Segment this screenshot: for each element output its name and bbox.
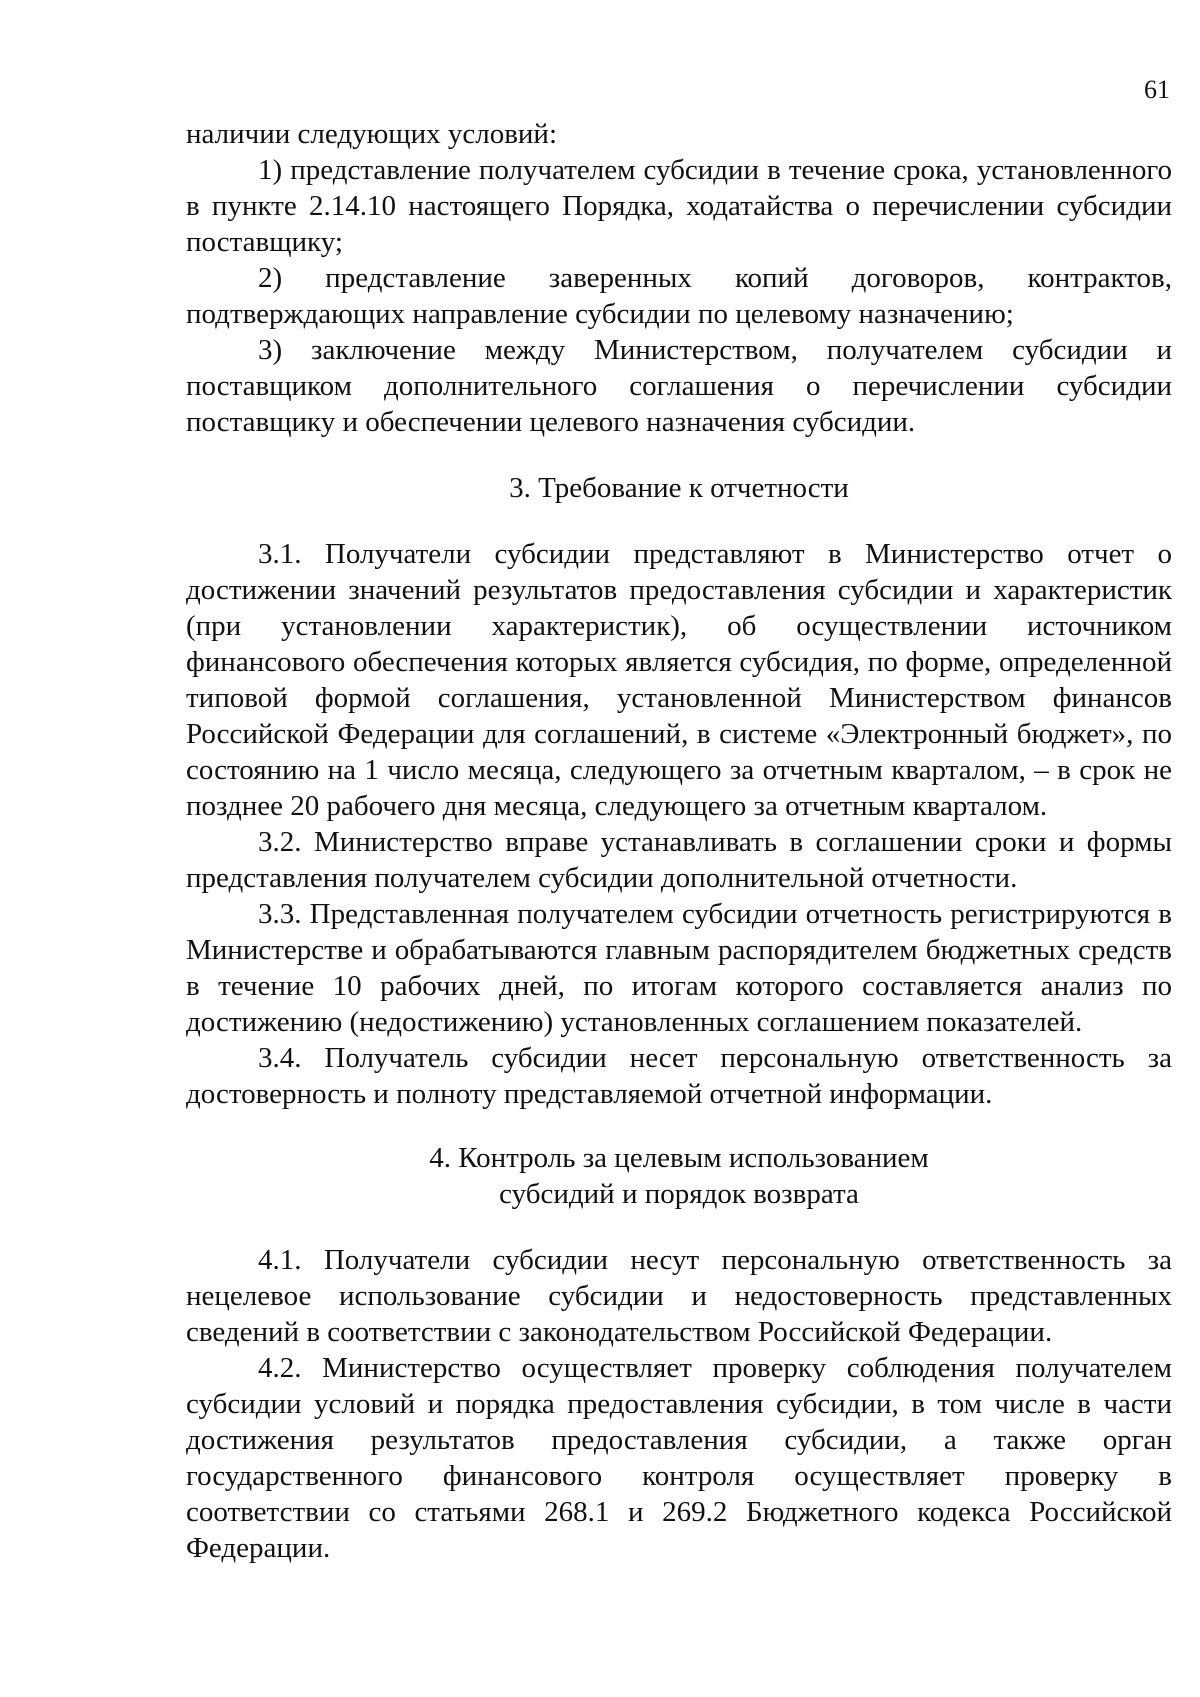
document-body xyxy=(186,116,1172,1566)
section-3-heading: 3. Требование к отчетности xyxy=(509,472,849,504)
condition-item: 3) заключение между Министерством, получателем субсидии и поставщиком дополнительного соглашения о перечислении субсидии поставщику и обеспечении целевого назначения субсидии. xyxy=(186,334,1172,438)
section-4-paragraph: 4.1. Получатели субсидии несут персональную ответственность за нецелевое использование субсидии и недостоверность представленных сведений в соответствии с законодательством Российской Федерации. xyxy=(186,1244,1172,1348)
section-3-paragraph: 3.4. Получатель субсидии несет персональную ответственность за достоверность и полноту представляемой отчетной информации. xyxy=(186,1042,1172,1110)
section-4-heading xyxy=(186,1140,1172,1212)
section-4-paragraph: 4.2. Министерство осуществляет проверку соблюдения получателем субсидии условий и порядка предоставления субсидии, в том числе в части достижения результатов предоставления субсидии, а также орган государственного финансового контроля осуществляет проверку в соответствии со статьями 268.1 и 269.2 Бюджетного кодекса Российской Федерации. xyxy=(186,1352,1172,1564)
section-4-heading-line-2: субсидий и порядок возврата xyxy=(499,1178,859,1210)
section-4-heading-line-1: 4. Контроль за целевым использованием xyxy=(429,1142,929,1174)
section-3-paragraph: 3.3. Представленная получателем субсидии отчетность регистрируются в Министерстве и обрабатываются главным распорядителем бюджетных средств в течение 10 рабочих дней, по итогам которого составляется анализ по достижению (недостижению) установленных соглашением показателей. xyxy=(186,898,1172,1038)
section-3-paragraph: 3.1. Получатели субсидии представляют в Министерство отчет о достижении значений результатов предоставления субсидии и характеристик (при установлении характеристик), об осуществлении источником финансового обеспечения которых является субсидия, по форме, определенной типовой формой соглашения, установленной Министерством финансов Российской Федерации для соглашений, в системе «Электронный бюджет», по состоянию на 1 число месяца, следующего за отчетным кварталом, – в срок не позднее 20 рабочего дня месяца, следующего за отчетным кварталом. xyxy=(186,538,1172,822)
section-3-paragraph: 3.2. Министерство вправе устанавливать в соглашении сроки и формы представления получателем субсидии дополнительной отчетности. xyxy=(186,826,1172,894)
condition-item: 1) представление получателем субсидии в течение срока, установленного в пункте 2.14.10 настоящего Порядка, ходатайства о перечислении субсидии поставщику; xyxy=(186,154,1172,258)
page-number: 61 xyxy=(1144,75,1170,104)
condition-item: 2) представление заверенных копий договоров, контрактов, подтверждающих направление субсидии по целевому назначению; xyxy=(186,262,1172,330)
intro-text: наличии следующих условий: xyxy=(186,118,557,150)
